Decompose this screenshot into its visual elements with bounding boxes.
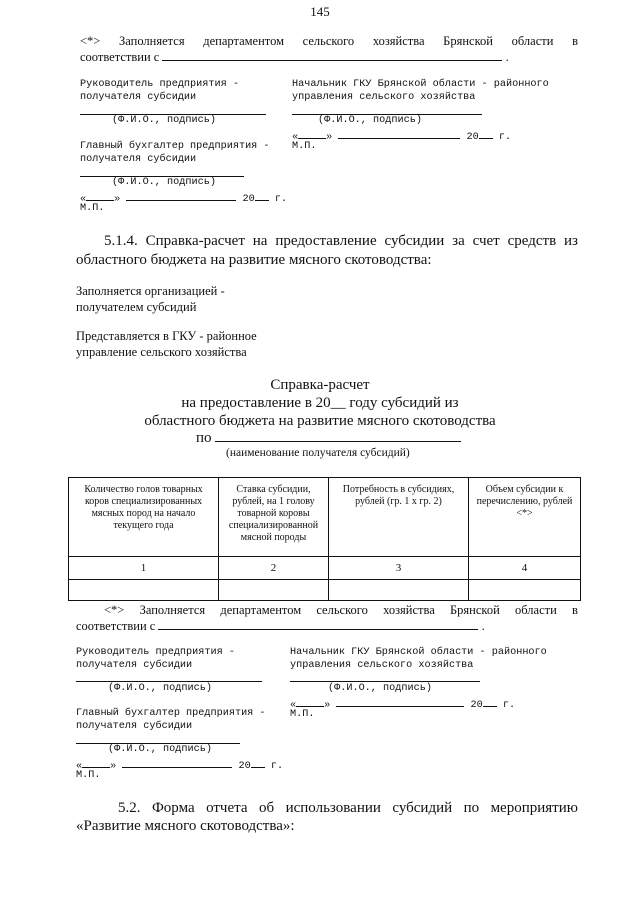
note-word: сельского <box>302 34 355 48</box>
submitted-to-line1: Представляется в ГКУ - районное <box>76 329 257 343</box>
note-word: Брянской <box>443 34 493 48</box>
day-line <box>298 127 326 139</box>
section-word: на <box>252 233 268 249</box>
accountant-title-line1: Главный бухгалтер предприятия - <box>76 708 266 719</box>
section-word: по <box>463 800 480 816</box>
gku-mp: М.П. <box>292 141 317 152</box>
accountant-date-line <box>76 756 283 773</box>
year-line <box>483 695 497 707</box>
date-close: » <box>326 132 333 143</box>
accountant-title-line2: получателя субсидии <box>80 154 197 165</box>
year-line <box>255 189 269 201</box>
form-title-line1: Справка-расчет <box>270 377 370 393</box>
date-close: » <box>114 194 121 205</box>
year-prefix: 20 <box>238 761 251 772</box>
note-word: департаментом <box>220 603 302 617</box>
filled-by-line1: Заполняется организацией - <box>76 284 225 298</box>
fill-line <box>158 618 478 630</box>
section-514-line2: областного бюджета на развитие мясного скотоводства: <box>76 252 432 268</box>
note-end: . <box>481 619 485 633</box>
table-blank-row <box>69 580 581 601</box>
note-top-line1 <box>80 34 578 49</box>
section-word: об <box>259 800 275 816</box>
recipient-caption: (наименование получателя субсидий) <box>226 447 410 459</box>
date-close: » <box>324 700 331 711</box>
section-word: счет <box>472 233 500 249</box>
table-number-cell: 2 <box>219 557 329 580</box>
note-word: Заполняется <box>119 34 185 48</box>
submitted-to-line2: управление сельского хозяйства <box>76 345 247 359</box>
note-word: сельского <box>316 603 368 617</box>
note-word: <*> <box>80 34 101 48</box>
section-word: предоставление <box>275 233 377 249</box>
table-header-row <box>69 478 581 557</box>
note-word: департаментом <box>203 34 284 48</box>
table-header-cell: Объем субсидии к перечислению, рублей <*> <box>469 478 581 557</box>
date-open: « <box>292 132 299 143</box>
page-number: 145 <box>310 4 330 19</box>
note-word: Заполняется <box>139 603 206 617</box>
accountant-mp: М.П. <box>80 203 105 214</box>
day-line <box>82 756 110 768</box>
date-open: « <box>290 700 297 711</box>
year-line <box>251 756 265 768</box>
section-word: отчета <box>206 800 248 816</box>
section-word: использовании <box>285 800 381 816</box>
section-word: Справка-расчет <box>145 233 245 249</box>
gku-title-line2: управления сельского хозяйства <box>292 92 476 103</box>
section-word: субсидии <box>384 233 445 249</box>
table-number-row <box>69 557 581 580</box>
note-text: соответствии с <box>76 619 156 633</box>
table-number-cell: 3 <box>329 557 469 580</box>
note-bottom-line1 <box>104 603 578 618</box>
section-52-line1 <box>118 798 578 818</box>
head-title <box>76 646 235 672</box>
table-header-cell: Ставка субсидии, рублей, на 1 голову товарной коровы специализированной мясной породы <box>219 478 329 557</box>
filled-by-line2: получателем субсидий <box>76 300 197 314</box>
gku-title <box>290 646 547 672</box>
recipient-fill-line <box>215 428 461 442</box>
gku-title-line1: Начальник ГКУ Брянской области - районного <box>290 647 547 658</box>
year-prefix: 20 <box>242 194 255 205</box>
table-number-cell: 1 <box>69 557 219 580</box>
gku-title-line2: управления сельского хозяйства <box>290 660 474 671</box>
note-word: области <box>511 34 554 48</box>
table-number-cell: 4 <box>469 557 581 580</box>
section-word: средств <box>507 233 557 249</box>
note-word: <*> <box>104 603 125 617</box>
year-line <box>479 127 493 139</box>
table-blank-cell <box>469 580 581 601</box>
calc-table <box>68 477 581 601</box>
accountant-title <box>76 707 266 733</box>
fill-line <box>162 49 502 61</box>
table-header-cell: Количество голов товарных коров специализированных мясных пород на начало текущего года <box>69 478 219 557</box>
filled-by <box>76 283 225 315</box>
fio-caption: (Ф.И.О., подпись) <box>108 744 212 755</box>
month-line <box>336 695 464 707</box>
date-close: » <box>110 761 117 772</box>
section-word: Форма <box>151 800 195 816</box>
gku-title <box>292 78 549 104</box>
accountant-mp: М.П. <box>76 770 101 781</box>
gku-mp: М.П. <box>290 709 315 720</box>
fio-caption: (Ф.И.О., подпись) <box>112 177 216 188</box>
accountant-title-line1: Главный бухгалтер предприятия - <box>80 141 270 152</box>
month-line <box>122 756 232 768</box>
note-word: хозяйства <box>383 603 435 617</box>
fio-caption: (Ф.И.О., подпись) <box>108 683 212 694</box>
accountant-date-line <box>80 189 287 206</box>
table-blank-cell <box>329 580 469 601</box>
head-title-line1: Руководитель предприятия - <box>76 647 235 658</box>
recipient-by: по <box>196 430 212 446</box>
day-line <box>86 189 114 201</box>
month-line <box>338 127 460 139</box>
head-title-line2: получателя субсидии <box>76 660 193 671</box>
section-word: из <box>564 233 578 249</box>
year-suffix: г. <box>274 194 288 205</box>
submitted-to <box>76 328 257 360</box>
note-word: в <box>572 34 578 48</box>
form-title-line3: областного бюджета на развитие мясного скотоводства <box>144 413 496 429</box>
accountant-title-line2: получателя субсидии <box>76 721 193 732</box>
note-word: Брянской <box>449 603 500 617</box>
section-word: мероприятию <box>490 800 578 816</box>
accountant-title <box>80 140 270 166</box>
gku-date-line <box>292 127 511 144</box>
section-52-line2: «Развитие мясного скотоводства»: <box>76 818 295 834</box>
head-title <box>80 78 239 104</box>
head-title-line1: Руководитель предприятия - <box>80 79 239 90</box>
fio-caption: (Ф.И.О., подпись) <box>318 115 422 126</box>
month-line <box>126 189 236 201</box>
gku-title-line1: Начальник ГКУ Брянской области - районного <box>292 79 549 90</box>
section-word: 5.2. <box>118 800 141 816</box>
note-bottom-line2 <box>76 618 485 634</box>
section-word: 5.1.4. <box>104 233 138 249</box>
day-line <box>296 695 324 707</box>
gku-date-line <box>290 695 515 712</box>
head-title-line2: получателя субсидии <box>80 92 197 103</box>
section-word: за <box>452 233 465 249</box>
note-top-line2 <box>80 49 509 65</box>
year-prefix: 20 <box>470 700 483 711</box>
year-prefix: 20 <box>466 132 479 143</box>
year-suffix: г. <box>270 761 284 772</box>
note-word: хозяйства <box>372 34 425 48</box>
note-word: в <box>572 603 578 617</box>
table-blank-cell <box>219 580 329 601</box>
section-514-line1 <box>104 231 578 251</box>
fio-caption: (Ф.И.О., подпись) <box>112 115 216 126</box>
fio-caption: (Ф.И.О., подпись) <box>328 683 432 694</box>
year-suffix: г. <box>498 132 512 143</box>
date-open: « <box>80 194 87 205</box>
form-title-line2: на предоставление в 20__ году субсидий из <box>181 395 459 411</box>
section-word: субсидий <box>392 800 453 816</box>
note-word: области <box>515 603 557 617</box>
table-blank-cell <box>69 580 219 601</box>
year-suffix: г. <box>502 700 516 711</box>
date-open: « <box>76 761 83 772</box>
recipient-line <box>196 428 461 447</box>
note-text: соответствии с <box>80 50 160 64</box>
table-header-cell: Потребность в субсидиях, рублей (гр. 1 x гр. 2) <box>329 478 469 557</box>
note-end: . <box>505 50 509 64</box>
